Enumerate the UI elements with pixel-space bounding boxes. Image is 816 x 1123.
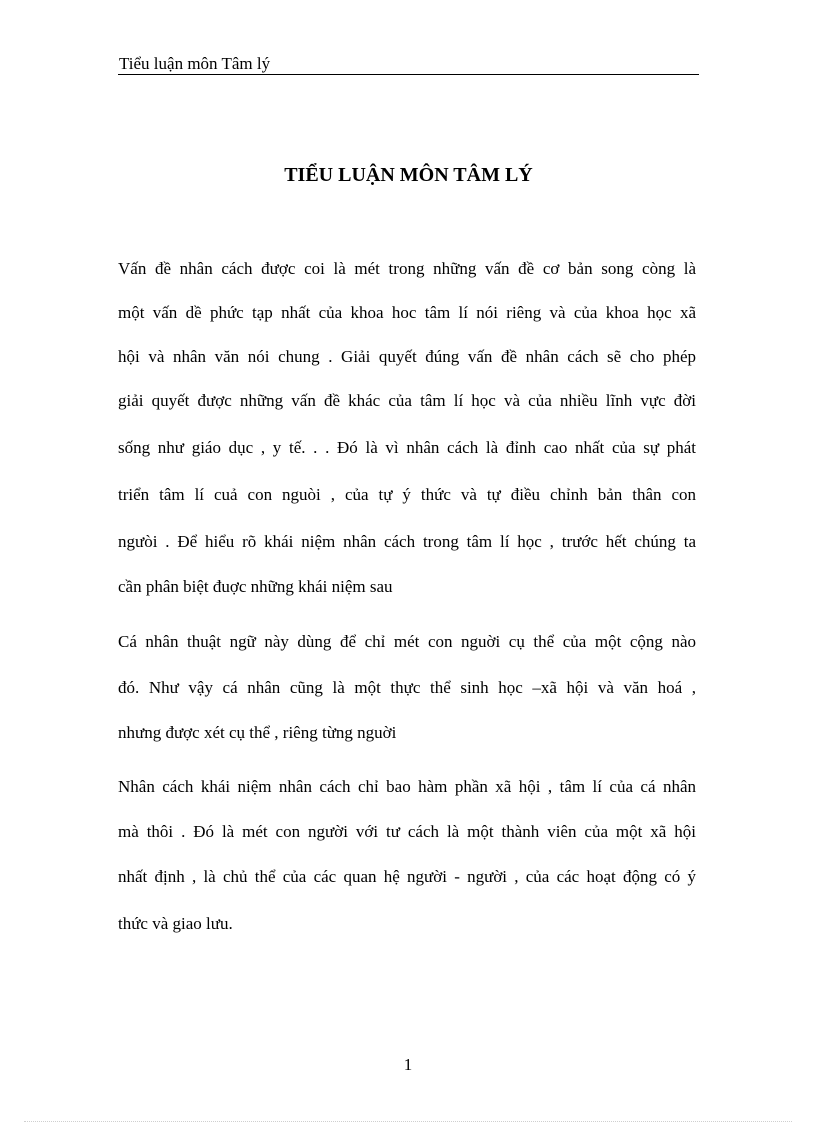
paragraph-line: hội và nhân văn nói chung . Giải quyết đúng vấn đề nhân cách sẽ cho phép (118, 347, 696, 366)
paragraph-line: Cá nhân thuật ngữ này dùng để chỉ mét con nguời cụ thể của một cộng nào (118, 632, 696, 651)
paragraph-line: một vấn dề phức tạp nhất của khoa hoc tâm lí nói riêng và của khoa học xã (118, 303, 696, 322)
paragraph-line: Nhân cách khái niệm nhân cách chỉ bao hàm phần xã hội , tâm lí của cá nhân (118, 777, 696, 796)
page-header (118, 50, 699, 75)
paragraph-line: đó. Như vậy cá nhân cũng là một thực thể sinh học –xã hội và văn hoá , (118, 678, 696, 697)
document-title: TIỂU LUẬN MÔN TÂM LÝ (284, 164, 533, 186)
paragraph-line: ngưòi . Để hiểu rõ khái niệm nhân cách trong tâm lí học , trước hết chúng ta (118, 532, 696, 551)
paragraph-line: triển tâm lí cuả con nguòi , của tự ý thức và tự điều chỉnh bản thân con (118, 485, 696, 504)
paragraph-line: thức và giao lưu. (118, 914, 233, 933)
page-number: 1 (403, 1055, 413, 1074)
paragraph-line: cần phân biệt đuợc những khái niệm sau (118, 577, 393, 596)
page-bottom-divider (24, 1121, 792, 1122)
paragraph-line: Vấn đề nhân cách được coi là mét trong những vấn đề cơ bản song còng là (118, 259, 696, 278)
paragraph-line: giải quyết được những vấn đề khác của tâm lí học và của nhiều lĩnh vực đời (118, 391, 696, 410)
paragraph-line: sống như giáo dục , y tế. . . Đó là vì nhân cách là đỉnh cao nhất của sự phát (118, 438, 696, 457)
paragraph-line: nhưng được xét cụ thể , riêng từng nguời (118, 723, 397, 742)
header-text: Tiểu luận môn Tâm lý (119, 54, 271, 73)
paragraph-line: nhất định , là chủ thể của các quan hệ người - người , của các hoạt động có ý (118, 867, 696, 886)
paragraph-line: mà thôi . Đó là mét con người với tư cách là một thành viên của một xã hội (118, 822, 696, 841)
